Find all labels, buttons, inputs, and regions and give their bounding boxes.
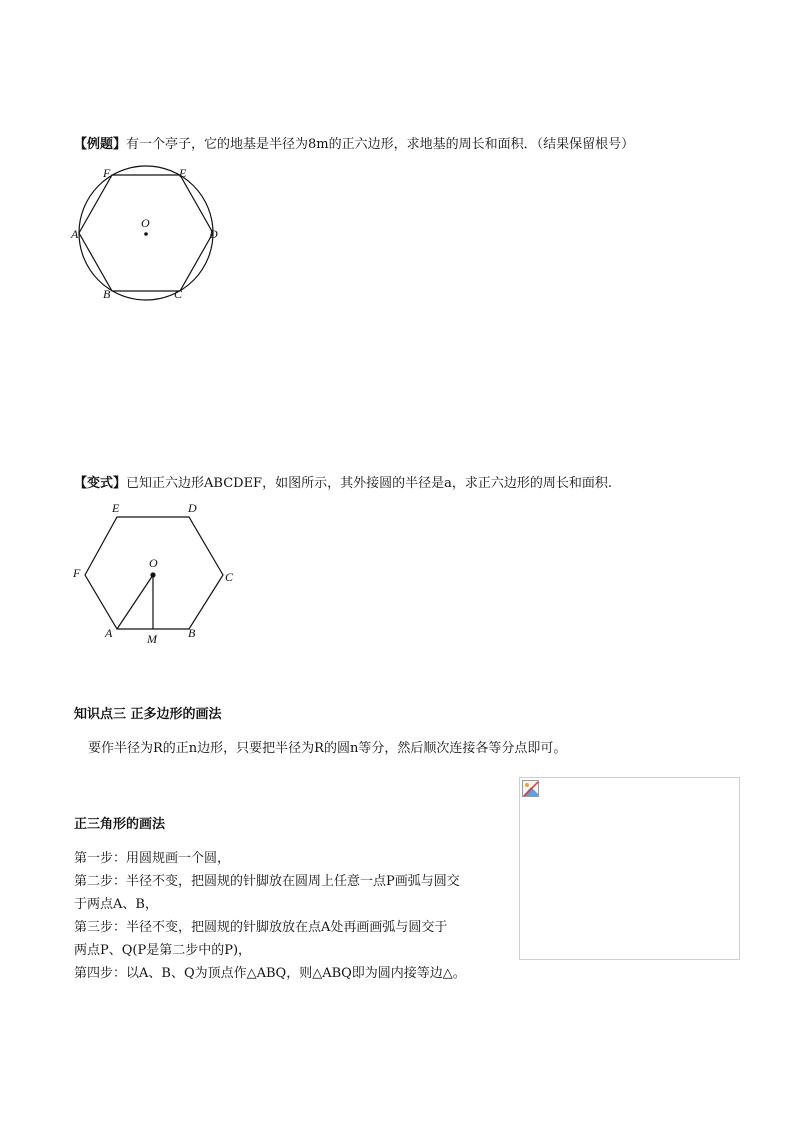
example-hexagon-figure	[70, 160, 230, 310]
triangle-step-line: 第三步：半径不变，把圆规的针脚放放在点A处再画画弧与圆交于	[74, 920, 448, 935]
label-C: C	[225, 570, 234, 584]
variant-text: 已知正六边形ABCDEF，如图所示，其外接圆的半径是a，求正六边形的周长和面积.	[126, 476, 612, 491]
label-A: A	[71, 227, 79, 241]
label-E: E	[179, 166, 187, 180]
label-B: B	[188, 626, 196, 640]
triangle-step-line: 于两点A、B，	[74, 897, 158, 912]
label-A: A	[105, 626, 113, 640]
triangle-step-line: 第二步：半径不变，把圆规的针脚放在圆周上任意一点P画弧与圆交	[74, 874, 460, 889]
label-F: F	[73, 566, 81, 580]
label-E: E	[112, 501, 120, 515]
image-placeholder	[519, 777, 740, 960]
triangle-step-line: 第四步：以A、B、Q为顶点作△ABQ，则△ABQ即为圆内接等边△。	[74, 966, 466, 981]
example-tag: 【例题】	[74, 137, 127, 152]
label-B: B	[103, 287, 111, 301]
variant-hexagon-figure	[65, 497, 245, 647]
label-M: M	[147, 632, 157, 646]
triangle-heading: 正三角形的画法	[74, 817, 166, 832]
variant-statement	[74, 472, 612, 491]
variant-tag: 【变式】	[74, 476, 127, 491]
label-F: F	[103, 166, 111, 180]
knowledge-intro: 要作半径为R的正n边形，只要把半径为R的圆n等分，然后顺次连接各等分点即可。	[88, 741, 567, 756]
triangle-step-line: 第一步：用圆规画一个圆，	[74, 851, 231, 866]
example-statement	[74, 133, 634, 152]
label-O: O	[149, 556, 158, 570]
broken-image-icon	[522, 780, 540, 798]
label-C: C	[174, 287, 183, 301]
triangle-step-line: 两点P、Q(P是第二步中的P)，	[74, 943, 252, 958]
example-text: 有一个亭子，它的地基是半径为8m的正六边形，求地基的周长和面积．（结果保留根号）	[126, 137, 635, 152]
label-D: D	[188, 501, 197, 515]
knowledge-heading: 知识点三 正多边形的画法	[74, 707, 222, 722]
label-D: D	[209, 227, 218, 241]
label-O: O	[141, 216, 150, 230]
